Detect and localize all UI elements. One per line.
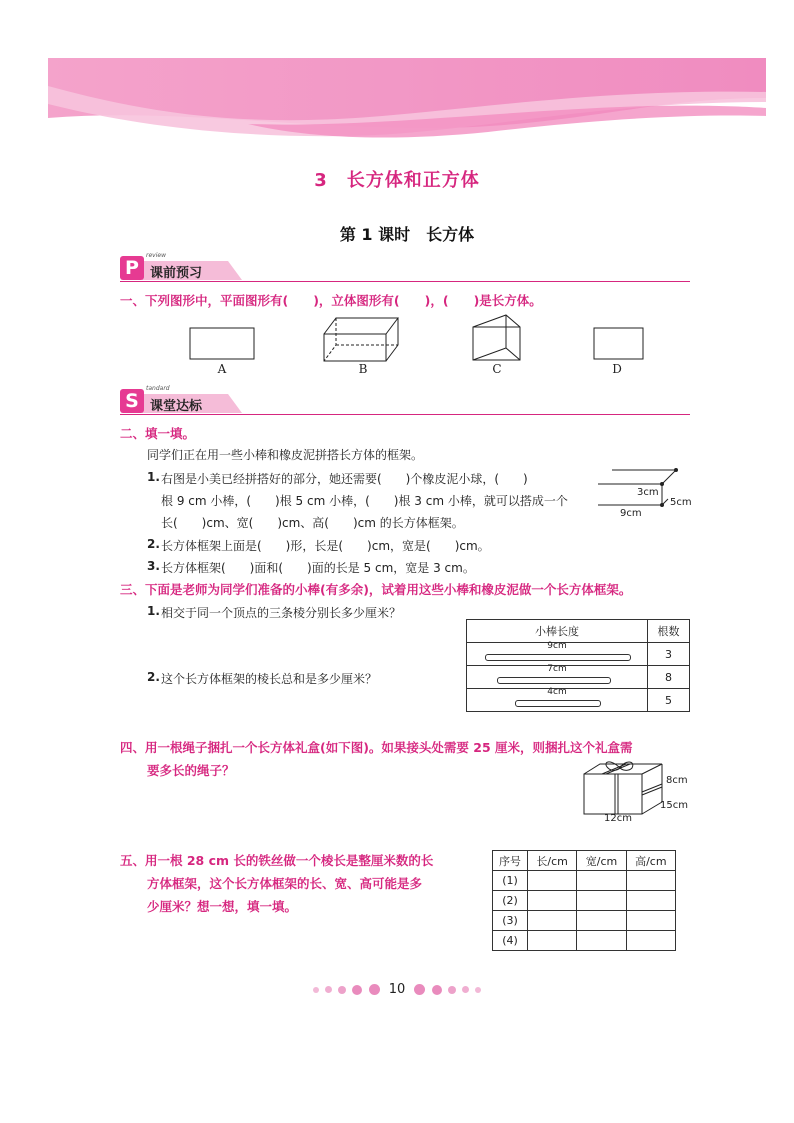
question-3-title: 三、下面是老师为同学们准备的小棒(有多余)，试着用这些小棒和橡皮泥做一个长方体框架。	[120, 582, 632, 597]
section-rule	[120, 414, 690, 416]
question-5-line2: 方体框架，这个长方体框架的长、宽、高可能是多	[147, 876, 423, 891]
answer-cell[interactable]	[626, 891, 675, 911]
stick-4cm	[515, 700, 601, 707]
item-number: 2.	[147, 537, 160, 551]
row-number: (3)	[493, 911, 528, 931]
lesson-title: 第 1 课时 长方体	[339, 225, 475, 244]
question-2-item3: 长方体框架( )面和( )面的长是 5 cm，宽是 3 cm。	[161, 561, 475, 575]
answer-cell[interactable]	[626, 931, 675, 951]
stick-count: 8	[648, 666, 690, 689]
section-header-preview	[120, 252, 690, 282]
shape-a-rectangle	[190, 328, 254, 359]
shape-label-d: D	[612, 362, 622, 376]
box-length-label: 12cm	[604, 813, 632, 824]
gift-box-figure	[580, 756, 670, 818]
answer-cell[interactable]	[528, 871, 577, 891]
section-badge: S	[120, 389, 144, 413]
page-number: 10	[388, 982, 406, 997]
question-4-line2: 要多长的绳子？	[147, 763, 235, 778]
answer-cell[interactable]	[528, 891, 577, 911]
row-number: (2)	[493, 891, 528, 911]
answer-cell[interactable]	[577, 911, 626, 931]
section-label: 课堂达标	[150, 399, 203, 414]
table-row	[493, 911, 676, 931]
item-number: 3.	[147, 559, 160, 573]
row-number: (1)	[493, 871, 528, 891]
row-number: (4)	[493, 931, 528, 951]
table-header: 高/cm	[626, 851, 675, 871]
table-row	[467, 689, 690, 712]
question-1-text: 一、下列图形中，平面图形有( )，立体图形有( )，( )是长方体。	[120, 293, 542, 308]
section-badge: P	[120, 256, 144, 280]
table-header: 长/cm	[528, 851, 577, 871]
table-row	[467, 666, 690, 689]
question-5-line3: 少厘米？想一想，填一填。	[147, 899, 298, 914]
section-label: 课前预习	[150, 266, 203, 281]
stick-count: 3	[648, 643, 690, 666]
frame-height-label: 3cm	[637, 487, 659, 498]
stick-length-label: 4cm	[547, 687, 567, 697]
shape-label-c: C	[492, 362, 502, 376]
table-header: 序号	[493, 851, 528, 871]
question-2-title: 二、填一填。	[120, 426, 196, 441]
table-row	[493, 931, 676, 951]
stick-7cm	[497, 677, 611, 684]
item-number: 1.	[147, 470, 160, 484]
section-header-class	[120, 385, 690, 415]
answer-cell[interactable]	[528, 911, 577, 931]
shape-label-b: B	[358, 362, 368, 376]
question-2-intro: 同学们正在用一些小棒和橡皮泥拼搭长方体的框架。	[147, 448, 424, 462]
box-width-label: 15cm	[660, 800, 688, 811]
shape-c-prism	[473, 315, 520, 360]
section-small-label: review	[146, 252, 166, 259]
page-footer	[0, 982, 794, 997]
section-rule	[120, 281, 690, 283]
table-header: 小棒长度	[467, 620, 648, 643]
table-header: 宽/cm	[577, 851, 626, 871]
frame-width-label: 5cm	[670, 497, 692, 508]
dimensions-table	[492, 850, 676, 951]
shape-d-rectangle	[594, 328, 643, 359]
stick-length-label: 9cm	[547, 641, 567, 651]
question-3-item2: 这个长方体框架的棱长总和是多少厘米？	[161, 672, 378, 686]
shape-label-a: A	[217, 362, 227, 376]
question-3-item1: 相交于同一个顶点的三条棱分别长多少厘米？	[161, 606, 402, 620]
section-small-label: tandard	[146, 385, 170, 392]
answer-cell[interactable]	[577, 891, 626, 911]
question-2-item1-line3: 长( )cm、宽( )cm、高( )cm 的长方体框架。	[161, 516, 464, 530]
answer-cell[interactable]	[528, 931, 577, 951]
stick-9cm	[485, 654, 631, 661]
item-number: 1.	[147, 604, 160, 618]
question-2-item1-line1: 右图是小美已经拼搭好的部分，她还需要( )个橡皮泥小球，( )	[161, 472, 528, 486]
question-2-item2: 长方体框架上面是( )形，长是( )cm，宽是( )cm。	[161, 539, 490, 553]
table-row	[467, 643, 690, 666]
stick-length-label: 7cm	[547, 664, 567, 674]
table-row	[493, 891, 676, 911]
shapes-figure	[180, 312, 660, 382]
stick-table	[466, 619, 690, 712]
table-row	[493, 871, 676, 891]
chapter-title: 3 长方体和正方体	[314, 170, 480, 191]
header-banner	[48, 58, 766, 154]
item-number: 2.	[147, 670, 160, 684]
answer-cell[interactable]	[577, 931, 626, 951]
question-4-line1: 四、用一根绳子捆扎一个长方体礼盒(如下图)。如果接头处需要 25 厘米，则捆扎这个礼盒需	[120, 740, 633, 755]
frame-length-label: 9cm	[620, 508, 642, 519]
answer-cell[interactable]	[577, 871, 626, 891]
box-height-label: 8cm	[666, 775, 688, 786]
question-5-line1: 五、用一根 28 cm 长的铁丝做一个棱长是整厘米数的长	[120, 853, 434, 868]
answer-cell[interactable]	[626, 911, 675, 931]
answer-cell[interactable]	[626, 871, 675, 891]
shape-b-cuboid	[324, 318, 398, 361]
table-header: 根数	[648, 620, 690, 643]
stick-count: 5	[648, 689, 690, 712]
question-2-item1-line2: 根 9 cm 小棒，( )根 5 cm 小棒，( )根 3 cm 小棒，就可以搭成一个	[161, 494, 568, 508]
